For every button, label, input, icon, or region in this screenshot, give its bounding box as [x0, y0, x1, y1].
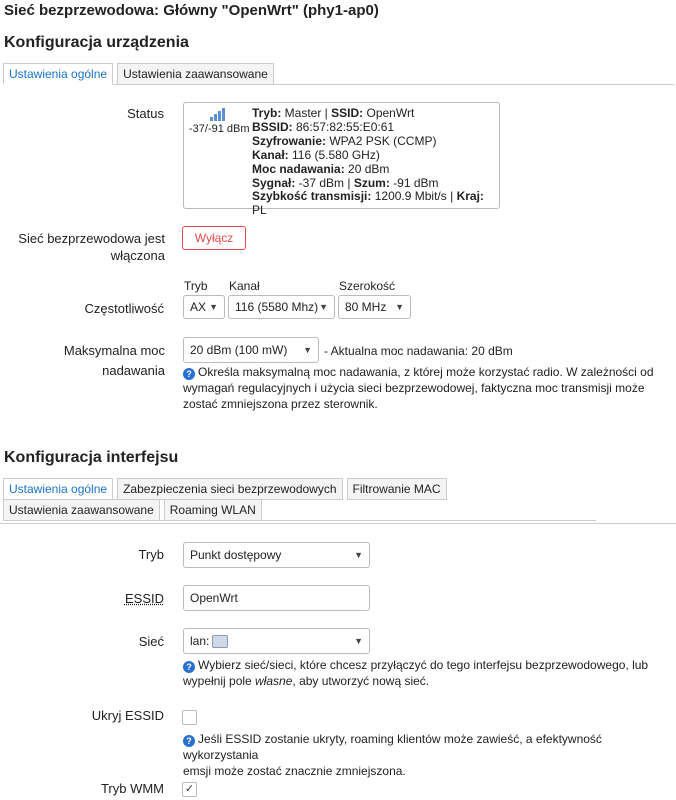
tab-iface-advanced[interactable]: Ustawienia zaawansowane	[3, 499, 160, 521]
signal-text: -37/-91 dBm	[189, 123, 250, 135]
status-box	[183, 102, 500, 218]
tab-iface-security[interactable]: Zabezpieczenia sieci bezprzewodowych	[117, 478, 342, 500]
mode-select[interactable]: AX ▼	[183, 295, 225, 319]
network-label: Sieć	[138, 634, 164, 649]
tab-iface-general[interactable]: Ustawienia ogólne	[3, 478, 113, 500]
hide-essid-label: Ukryj ESSID	[91, 708, 164, 723]
help-icon: ?	[183, 735, 195, 747]
channel-header: Kanał	[229, 279, 260, 293]
hide-essid-checkbox[interactable]	[182, 710, 197, 725]
txpower-help: ? Określa maksymalną moc nadawania, z której może korzystać radio. W zależności od wymagań regulacyjnych i użycia sieci bezprzewodowej, faktyczna moc transmisji może zostać zmniejszona przez sterownik.	[183, 365, 654, 411]
enabled-label: Sieć bezprzewodowa jest włączona	[18, 231, 165, 263]
width-header: Szerokość	[339, 279, 396, 293]
txpower-select[interactable]: 20 dBm (100 mW) ▼	[183, 337, 319, 363]
page-title: Sieć bezprzewodowa: Główny "OpenWrt" (phy1-ap0)	[4, 2, 379, 19]
status-label: Status	[127, 106, 164, 121]
signal-icon	[210, 107, 230, 121]
txpower-label: Maksymalna moc nadawania	[63, 343, 165, 378]
tab-advanced[interactable]: Ustawienia zaawansowane	[117, 63, 274, 85]
help-icon: ?	[183, 368, 195, 380]
tab-general[interactable]: Ustawienia ogólne	[3, 63, 113, 85]
status-details: Tryb: Master | SSID: OpenWrt BSSID: 86:57:82:55:E0:61 Szyfrowanie: WPA2 PSK (CCMP) Kanał: 116 (5.580 GHz) Moc nadawania: 20 dBm Sygnał: -37 dBm | Szum: -91 dBm Szybkość transmisji: 1200.9 Mbit/s | Kraj: PL	[252, 106, 484, 218]
device-section-title: Konfiguracja urządzenia	[4, 34, 189, 51]
width-select[interactable]: 80 MHz ▼	[338, 295, 411, 319]
tab-iface-roaming[interactable]: Roaming WLAN	[164, 499, 262, 521]
network-icon	[212, 635, 228, 648]
essid-input[interactable]: OpenWrt	[183, 585, 370, 611]
tabs-divider	[0, 523, 676, 524]
chevron-down-icon: ▼	[354, 636, 363, 646]
iface-mode-select[interactable]: Punkt dostępowy ▼	[183, 542, 370, 568]
chevron-down-icon: ▼	[303, 345, 312, 355]
mode-header: Tryb	[184, 279, 208, 293]
chevron-down-icon: ▼	[319, 302, 328, 312]
wmm-label: Tryb WMM	[100, 781, 164, 796]
iface-tabs	[3, 478, 596, 521]
help-icon: ?	[183, 661, 195, 673]
device-tabs	[3, 63, 674, 85]
iface-section-title: Konfiguracja interfejsu	[4, 449, 179, 466]
network-select[interactable]: lan: ▼	[183, 628, 370, 654]
hide-essid-help: ? Jeśli ESSID zostanie ukryty, roaming klientów może zawieść, a efektywność wykorzystania emsji może zostać znacznie zmniejszona.	[183, 732, 602, 778]
chevron-down-icon: ▼	[395, 302, 404, 312]
iface-mode-label: Tryb	[138, 547, 164, 562]
channel-select[interactable]: 116 (5580 Mhz) ▼	[228, 295, 335, 319]
disable-button[interactable]: Wyłącz	[182, 226, 246, 250]
chevron-down-icon: ▼	[354, 550, 363, 560]
txpower-current: - Aktualna moc nadawania: 20 dBm	[324, 344, 513, 358]
chevron-down-icon: ▼	[209, 302, 218, 312]
essid-label: ESSID	[124, 591, 164, 606]
tab-iface-mac-filter[interactable]: Filtrowanie MAC	[347, 478, 447, 500]
wmm-checkbox[interactable]: ✓	[182, 782, 197, 797]
network-help: ? Wybierz sieć/sieci, które chcesz przyłączyć do tego interfejsu bezprzewodowego, lub wypełnij pole własne, aby utworzyć nową sieć.	[183, 658, 649, 688]
frequency-label: Częstotliwość	[84, 301, 164, 316]
